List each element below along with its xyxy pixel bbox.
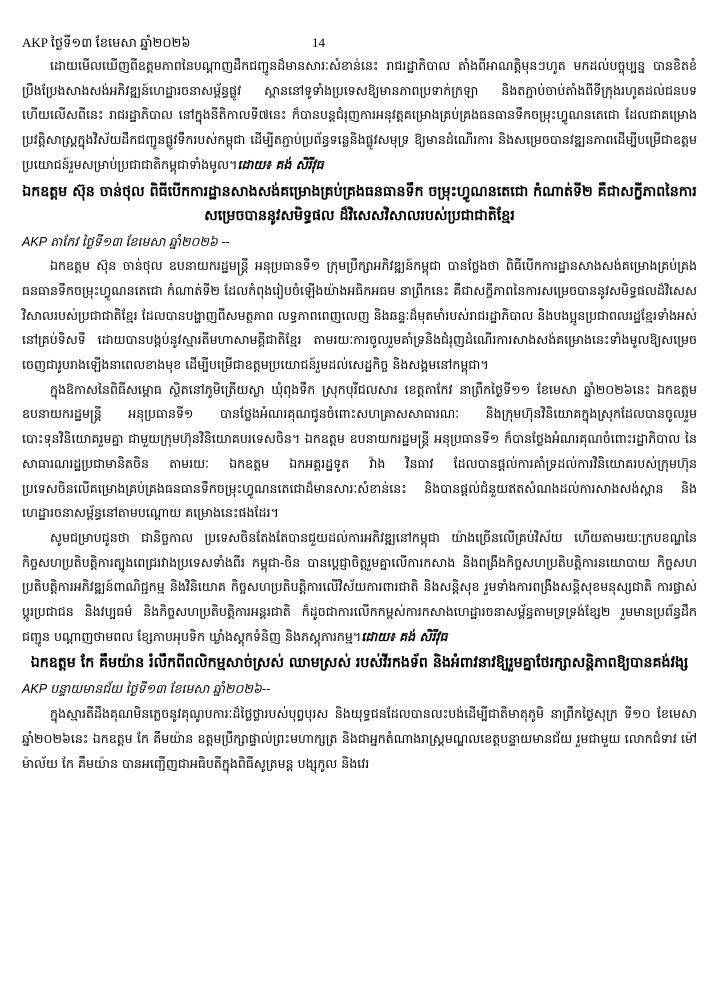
article1-byline: ដោយ៖ គង់ សិរីវុធ: [237, 156, 324, 172]
article3-dateline: AKP បន្ទាយមានជ័យ ថ្ងៃទី១៣ ខែមេសា ឆ្នាំ២០២៦--: [22, 682, 271, 697]
article2-dateline: AKP តាកែវ ថ្ងៃទី១៣ ខែមេសា ឆ្នាំ២០២៦ --: [22, 234, 230, 249]
header-date: AKP ថ្ងៃទី១៣ ខែមេសា ឆ្នាំ២០២៦: [22, 35, 191, 50]
article1-paragraph: [22, 54, 697, 178]
article2-paragraph-3: [22, 526, 697, 650]
article3-headline: ឯកឧត្តម កែ គឹមយ៉ាន រំលឹកពីពលិកម្មសាច់ស្រស់ ឈាមស្រស់ របស់វីរកងទ័ព និងអំពាវនាវឱ្យរួមគ្នាថែរក្សាសន្តិភាពឱ្យបានគង់វង្ស: [30, 655, 689, 672]
article3-paragraph-1: ក្នុងស្មារតីដឹងគុណមិនភ្លេចនូវគុណូបការៈដ៏ថ្លៃថ្លារបស់បុព្វបុរស និងយុទ្ធជនដែលបានលះបង់ដើម្បីជាតិមាតុភូមិ នាព្រឹកថ្ងៃសុក្រ ទី១០ ខែមេសា ឆ្នាំ២០២៦នេះ ឯកឧត្តម កែ គឹមយ៉ាន ឧត្តមប្រឹក្សាផ្ទាល់ព្រះមហាក្សត្រ និងជាអ្នកតំណាងរាស្ត្រមណ្ឌលខេត្តបន្ទាយមានជ័យ រួមជាមួយ លោកជំទាវ ម៉ៅ ម៉ាល័យ កែ គឹមយ៉ាន បានអញ្ជើញជាអធិបតីក្នុងពិធីសូត្រមន្ត បង្សុកូល និងវេរ: [22, 706, 697, 771]
article2-paragraph-3-text: សូមជម្រាបជូនថា ជានិច្ចកាល ប្រទេសចិនតែងតែបានជួយដល់ការអភិវឌ្ឍនៅកម្ពុជា យ៉ាងច្រើនលើគ្រប់វិស័យ ហើយតាមរយៈក្របខណ្ឌនៃកិច្ចសហប្រតិបត្តិការត្បូងពេជ្ររវាងប្រទេសទាំងពីរ កម្ពុជា-ចិន បានប្តេជ្ញាចិត្តរួមគ្នាលើការកសាង និងពង្រឹងកិច្ចសហប្រតិបត្តិការនយោបាយ កិច្ចសហប្រតិបត្តិការអភិវឌ្ឍន៍ពាណិជ្ជកម្ម និងវិនិយោគ កិច្ចសហប្រតិបត្តិការលើវិស័យការពារជាតិ និងសន្តិសុខ រួមទាំងការពង្រឹងសន្តិសុខមនុស្សជាតិ ការផ្លាស់ប្តូរប្រជាជន និងវប្បធម៌ និងកិច្ចសហប្រតិបត្តិការអន្តរជាតិ ក៏ដូចជាការលើកកម្ពស់ការកសាងហេដ្ឋារចនាសម្ព័ន្ធតាមទ្រទ្រង់ខ្សែ២ រួមមានប្រព័ន្ធដឹកជញ្ជូន បណ្តាញថាមពល ខ្សែកាបអុបទិក ឃ្លាំងស្តុកទំនិញ និងភស្តុភារកម្ម។: [22, 529, 697, 644]
article1-paragraph-text: ដោយមើលឃើញពីឧត្តមភាពនៃបណ្តាញដឹកជញ្ជូនដ៏មានសារៈសំខាន់នេះ រាជរដ្ឋាភិបាល តាំងពីអាណត្តិមុនៗហូត មកដល់បច្ចុប្បន្ន បានខិតខំប្រឹងប្រែងសាងសង់អភិវឌ្ឍន៍ហេដ្ឋារចនាសម្ព័ន្ធផ្លូវ ស្ពាននៅទូទាំងប្រទេសឱ្យមានភាពប្រទាក់ក្រឡា និងតភ្ជាប់ចាប់តាំងពីទីក្រុងរហូតដល់ជនបទ ហើយលើសពីនេះ រាជរដ្ឋាភិបាល នៅក្នុងនីតិកាលទី៧នេះ ក៏បានបន្តជំរុញការអនុវត្តគម្រោងគ្រប់គ្រងធនធានទឹកចម្រុះហ្វូណនតេជោ ដែលជាគម្រោងប្រវត្តិសាស្ត្រក្នុងវិស័យដឹកជញ្ជូនផ្លូវទឹករបស់កម្ពុជា ដើម្បីតភ្ជាប់ប្រព័ន្ធទន្លេនិងផ្លូវសមុទ្រ ឱ្យមានដំណើរការ និងសម្រេចបានវឌ្ឍនភាពដើម្បីបម្រើជាឧត្តមប្រយោជន៍រួមសម្រាប់ប្រជាជាតិកម្ពុជាទាំងមូល។: [22, 58, 697, 172]
article2-paragraph-2: ក្នុងឱកាសនៃពិធីសម្ពោធ ស្ថិតនៅភូមិត្រើយស្លា ឃុំពុងទឹក ស្រុកបុរីជលសារ ខេត្តតាកែវ នាព្រឹកថ្ងៃទី១១ ខែមេសា ឆ្នាំ២០២៦នេះ ឯកឧត្តម ឧបនាយករដ្ឋមន្ត្រី អនុប្រធានទី១ បានថ្លែងអំណរគុណជូនចំពោះសហគ្រាសសាធារណៈ និងក្រុមហ៊ុនវិនិយោគក្នុងស្រុកដែលបានចូលរួមបោះទុនវិនិយោគរួមគ្នា ជាមួយក្រុមហ៊ុនវិនិយោគបរទេសចិន។ ឯកឧត្តម ឧបនាយករដ្ឋមន្ត្រី អនុប្រធានទី១ ក៏បានថ្លែងអំណរគុណចំពោះរដ្ឋាភិបាល នៃសាធារណរដ្ឋប្រជាមានិតចិន តាមរយៈ ឯកឧត្តម ឯកអគ្គរដ្ឋទូត វ៉ាង វិនធាវ ដែលបានផ្តល់ការគាំទ្រដល់ការវិនិយោគរបស់ក្រុមហ៊ុនប្រទេសចិនលើគម្រោងគ្រប់គ្រងធនធានទឹកចម្រុះហ្វូណនតេជោដ៏មានសារៈសំខាន់នេះ និងបានផ្តល់ជំនួយឥតសំណងដល់ការសាងសង់ស្ពាន និងហេដ្ឋារចនាសម្ព័ន្ធនៅតាមបណ្តោយ គម្រោងនេះផងដែរ។: [22, 381, 697, 521]
page-header: [22, 32, 697, 54]
article2-paragraph-1: ឯកឧត្តម ស៊ុន ចាន់ថុល ឧបនាយករដ្ឋមន្ត្រី អនុប្រធានទី១ ក្រុមប្រឹក្សាអភិវឌ្ឍន៍កម្ពុជា បានថ្លែងថា ពិធីបើកការដ្ឋានសាងសង់គម្រោងគ្រប់គ្រងធនធានទឹកចម្រុះហ្វូណនតេជោ កំណាត់ទី២ ដែលកំពុងរៀបចំឡើងយ៉ាងអធិកអធម នាព្រឹកនេះ គឺជាសក្ខីភាពនៃការសម្រេចបាននូវសមិទ្ធផលដ៏វិសេសវិសាលរបស់ប្រជាជាតិខ្មែរ ដែលបានបង្ហាញពីសមត្ថភាព លទ្ធភាពពេញលេញ និងឆន្ទៈដ៏មុតមាំរបស់រាជរដ្ឋាភិបាល និងបងប្អូនប្រជាពលរដ្ឋខ្មែរទាំងអស់នៅគ្រប់ទិសទី ដោយបានបង្កប់នូវស្មារតីមហាសាមគ្គីជាតិខ្មែរ តាមរយៈការចូលរួមគាំទ្រនិងជំរុញដំណើរការសាងសង់គម្រោងនេះទាំងមូលឱ្យសម្រេចចេញជារូបរាងឡើងនាពេលខាងមុខ ដើម្បីបម្រើជាឧត្តមប្រយោជន៍រួមដល់សេដ្ឋកិច្ច និងសង្គមនៅកម្ពុជា។: [22, 258, 697, 373]
article2-headline: ឯកឧត្តម ស៊ុន ចាន់ថុល ពិធីបើកការដ្ឋានសាងសង់គម្រោងគ្រប់គ្រងធនធានទឹក ចម្រុះហ្វូណនតេជោ កំណាត់ទី២ គឺជាសក្ខីភាពនៃការសម្រេចបាននូវសមិទ្ធផល ដ៏វិសេសវិសាលរបស់ប្រជាជាតិខ្មែរ: [22, 183, 697, 224]
article2-byline: ដោយ៖ គង់ សិរីវុធ: [361, 628, 448, 644]
page-number: 14: [312, 35, 325, 50]
